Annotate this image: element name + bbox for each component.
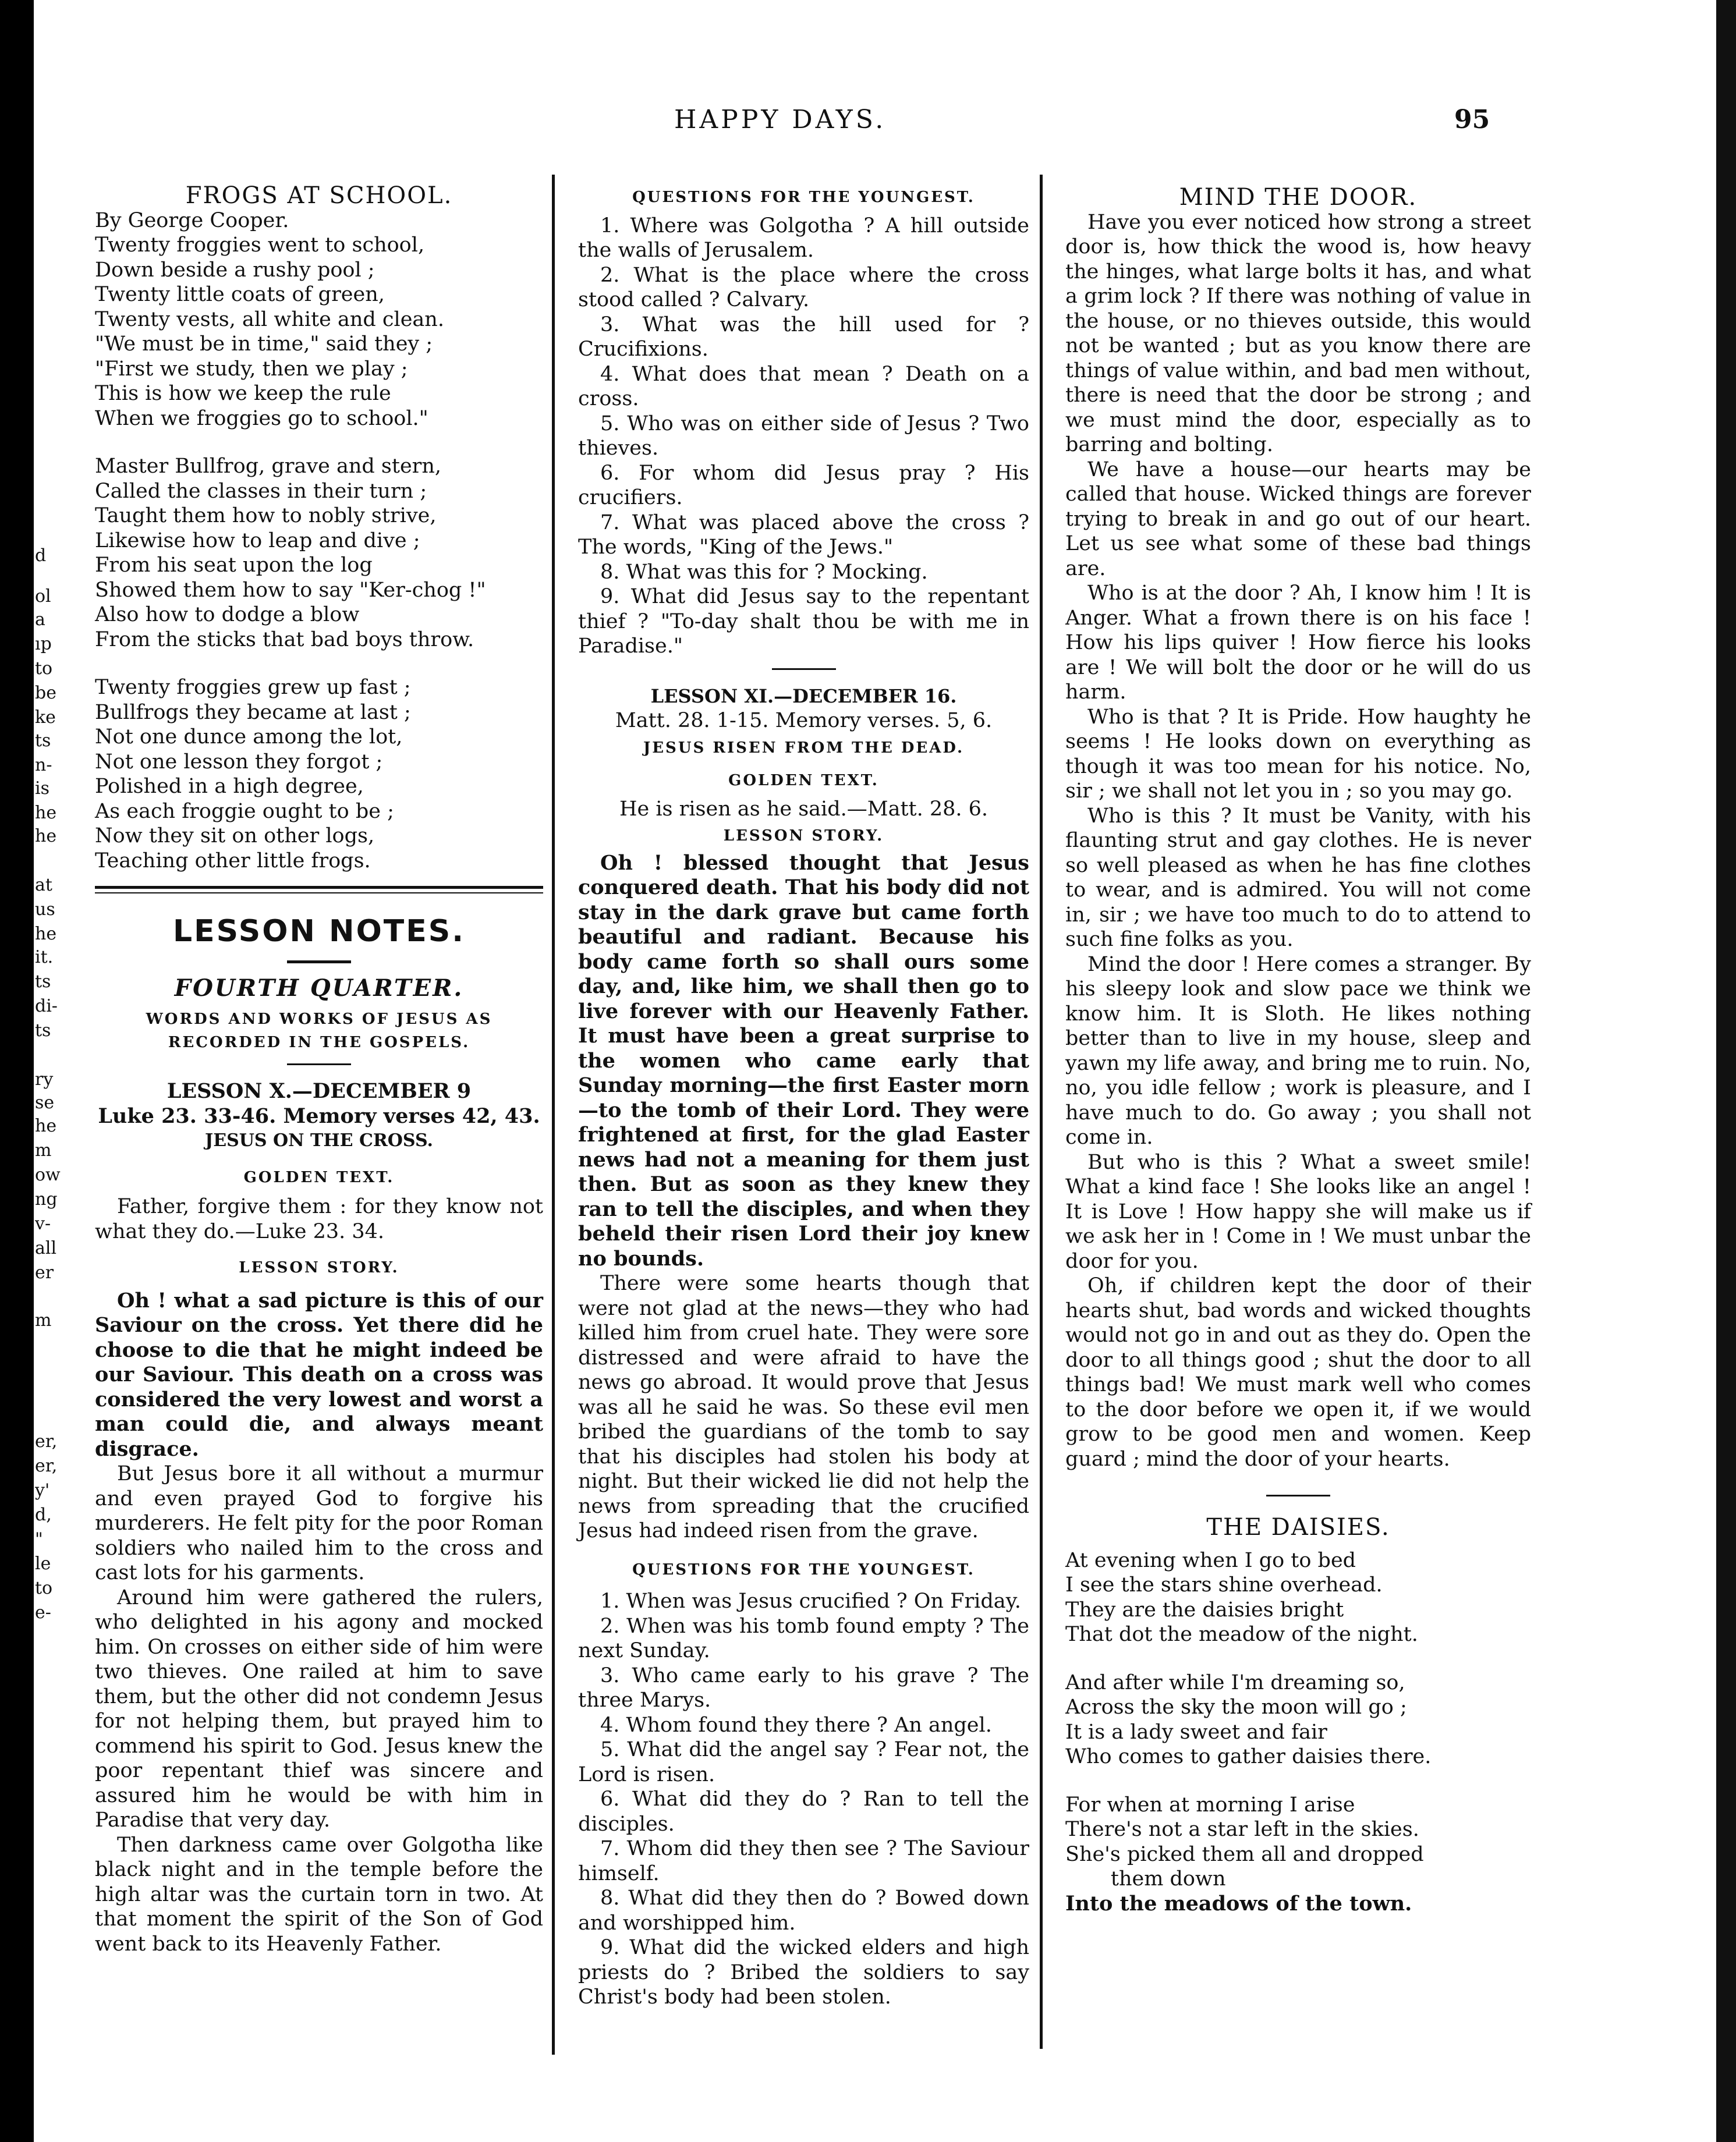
question-item: 5. Who was on either side of Jesus ? Two thieves. [578,412,1029,460]
question-item: 6. What did they do ? Ran to tell the disciples. [578,1788,1029,1836]
questions-list-1 [578,214,1029,659]
questions-label: QUESTIONS FOR THE YOUNGEST. [632,189,975,206]
question-item: 7. What was placed above the cross ? The words, "King of the Jews." [578,510,1029,559]
poem-author: By George Cooper. [95,208,289,232]
margin-fragment: he [35,1116,57,1136]
margin-fragment: ts [35,971,51,992]
margin-fragment: se [35,1093,55,1113]
daisies-stanza-3: For when at morning I arise There's not a star left in the skies. She's picked them all and dropped them down [1065,1793,1424,1891]
question-item: 8. What was this for ? Mocking. [600,560,928,584]
daisies-last-line: Into the meadows of the town. [1065,1891,1412,1916]
margin-fragment: v- [35,1214,51,1234]
margin-fragment: ng [35,1189,58,1210]
golden-text: Father, forgive them : for they know not what they do.—Luke 23. 34. [95,1195,543,1243]
dash-divider [1266,1495,1330,1496]
margin-fragment: ol [35,586,51,607]
margin-fragment: n- [35,755,52,775]
margin-fragment: is [35,778,49,799]
quarter-heading: FOURTH QUARTER. [174,974,464,1002]
margin-fragment: le [35,1554,51,1574]
margin-fragment: to [35,658,53,679]
left-margin-fragments [34,0,63,2142]
dash-divider [287,960,351,963]
column-rule-1 [552,175,555,2055]
margin-fragment: di- [35,996,58,1016]
poem-stanza-2: Master Bullfrog, grave and stern, Called the classes in their turn ; Taught them how to nobly strive, Likewise how to leap and dive ; From his seat upon the log Showed them how to say "Ker-chog !" Also how to dodge a blow From the sticks that bad boys throw. [95,455,486,651]
question-item: 9. What did the wicked elders and high priests do ? Bribed the soldiers to say Christ's body had been stolen. [578,1936,1029,2009]
article-paragraph: Who is that ? It is Pride. How haughty he seems ! He looks down on everything as though it was too mean for his notice. No, sir ; we shall not let you in ; so you may go. [1065,705,1531,803]
golden-text-label: GOLDEN TEXT. [243,1168,395,1186]
column-rule-2 [1040,175,1043,2049]
margin-fragment: ıp [35,634,52,654]
article-paragraph: Oh, if children kept the door of their hearts shut, bad words and wicked thoughts would not go in and out as they do. Open the door to all things good ; shut the door to all things bad! We must mark well who comes to the door before we open it, if we would grow to be good men and women. Keep guard ; mind the door of your hearts. [1065,1274,1531,1471]
column-3 [1065,185,1531,1916]
margin-fragment: m [35,1310,52,1331]
margin-fragment: ts [35,1020,51,1041]
story-paragraph: Around him were gathered the rulers, who delighted in his agony and mocked him. On crosses on either side of him were two thieves. One railed at him to save them, but the other did not condemn Jesus for not helping them, but prayed him to commend his spirit to God. Jesus knew the poor repentant thief was sincere and assured him he would be with him in Paradise that very day. [95,1586,543,1832]
question-item: 1. Where was Golgotha ? A hill outside the walls of Jerusalem. [578,214,1029,262]
questions-label: QUESTIONS FOR THE YOUNGEST. [632,1561,975,1579]
margin-fragment: he [35,924,57,944]
margin-fragment: ry [35,1069,54,1090]
margin-fragment: " [35,1529,43,1549]
question-item: 6. For whom did Jesus pray ? His crucifiers. [578,461,1029,509]
golden-text-label: GOLDEN TEXT. [728,772,879,789]
margin-fragment: he [35,803,57,823]
question-item: 8. What did they then do ? Bowed down and worshipped him. [578,1886,1029,1935]
daisies-stanza-2: And after while I'm dreaming so, Across the sky the moon will go ; It is a lady sweet and fair Who comes to gather daisies there. [1065,1671,1432,1768]
poem-stanza-1: Twenty froggies went to school, Down beside a rushy pool ; Twenty little coats of green, Twenty vests, all white and clean. "We must be in time," said they ; "First we study, then we play ; This is how we keep the rule When we froggies go to school." [95,233,444,430]
question-item: 1. When was Jesus crucified ? On Friday. [600,1590,1021,1613]
dash-divider [772,668,836,670]
daisies-stanza-1: At evening when I go to bed I see the stars shine overhead. They are the daisies bright That dot the meadow of the night. [1065,1548,1418,1646]
scripture-reference: Matt. 28. 1-15. Memory verses. 5, 6. [615,709,993,732]
margin-fragment: er, [35,1431,58,1452]
margin-fragment: all [35,1238,57,1258]
scripture-reference: Luke 23. 33-46. Memory verses 42, 43. [98,1104,540,1128]
story-paragraph: But Jesus bore it all without a murmur and even prayed God to forgive his murderers. He felt pity for the poor Roman soldiers who nailed him to the cross and cast lots for his garments. [95,1462,543,1584]
margin-fragment: d [35,545,47,566]
question-item: 3. Who came early to his grave ? The three Marys. [578,1664,1029,1712]
question-item: 2. What is the place where the cross stood called ? Calvary. [578,263,1029,311]
section-divider [95,886,543,893]
margin-fragment: ts [35,730,51,751]
margin-fragment: e- [35,1602,51,1623]
poem-title-frogs: FROGS AT SCHOOL. [185,182,453,209]
margin-fragment: us [35,899,55,920]
story-paragraph: Oh ! blessed thought that Jesus conquered death. That his body did not stay in the dark grave but came forth beautiful and radiant. Because his body came forth so shall ours some day, and, like him, we shall then go to live forever with our Heavenly Father. It must have been a great surprise to the women who came early that Sunday morning—the first Easter morn—to the tomb of their Lord. They were frightened at first, for the glad Easter news had not a meaning for them just then. But as soon as they knew they ran to tell the disciples, and when they beheld their risen Lord their joy knew no bounds. [578,850,1029,1271]
questions-list-2 [578,1589,1029,2010]
question-item: 9. What did Jesus say to the repentant thief ? "To-day shalt thou be with me in Paradise." [578,585,1029,658]
article-paragraph: Have you ever noticed how strong a street door is, how thick the wood is, how heavy the hinges, what large bolts it has, and what a grim lock ? If there was nothing of value in the house, or no thieves outside, this would not be wanted ; but as you know there are things of value within, and bad men without, there is need that the door be strong ; and we must mind the door, especially as to barring and bolting. [1065,210,1531,456]
lesson-notes-title: LESSON NOTES. [173,914,465,949]
question-item: 5. What did the angel say ? Fear not, the Lord is risen. [578,1738,1029,1786]
question-item: 3. What was the hill used for ? Crucifixions. [578,313,1029,361]
margin-fragment: to [35,1578,53,1598]
story-paragraph: There were some hearts though that were not glad at the news—they who had killed him from cruel hate. They were sore distressed and were afraid to have the news go abroad. It would prove that Jesus was all he said he was. So these evil men bribed the guardians of the tomb to say that his disciples had stolen his body at night. But their wicked lie did not help the news from spreading that the crucified Jesus had indeed risen from the grave. [578,1272,1029,1542]
golden-text: He is risen as he said.—Matt. 28. 6. [619,797,989,821]
publication-title: HAPPY DAYS. [674,105,887,134]
lesson-topic: JESUS RISEN FROM THE DEAD. [643,739,965,757]
margin-fragment: at [35,875,52,895]
article-paragraph: Who is at the door ? Ah, I know him ! It is Anger. What a frown there is on his face ! How his lips quiver ! How fierce his looks are ! We will bolt the door or he will do us harm. [1065,581,1531,704]
lesson-topic: JESUS ON THE CROSS. [205,1130,433,1151]
article-paragraph: Mind the door ! Here comes a stranger. By his sleepy look and slow pace we think we know him. It is Sloth. He likes nothing better than to live in my house, sleep and yawn my life away, and bring me to ruin. No, no, you idle fellow ; work is pleasure, and I have much to do. Go away ; you shall not come in. [1065,952,1531,1149]
margin-fragment: y' [35,1480,50,1501]
page-header [34,105,1716,140]
margin-fragment: it. [35,947,54,967]
margin-fragment: er [35,1262,54,1283]
story-paragraph: Then darkness came over Golgotha like black night and in the temple before the high altar was the curtain torn in two. At that moment the spirit of the Son of God went back to its Heavenly Father. [95,1833,543,1956]
margin-fragment: ow [35,1165,61,1185]
question-item: 4. What does that mean ? Death on a cross. [578,362,1029,410]
lesson-story-label: LESSON STORY. [723,827,884,845]
article-paragraph: Who is this ? It must be Vanity, with his flaunting strut and gay clothes. He is never so well pleased as when he has fine clothes to wear, and is admired. You will not come in, sir ; we have too much to do to attend to such fine folks as you. [1065,804,1531,951]
lesson-heading: LESSON X.—DECEMBER 9 [166,1079,472,1103]
column-2 [578,185,1029,2010]
question-item: 4. Whom found they there ? An angel. [600,1713,992,1737]
poem-stanza-3: Twenty froggies grew up fast ; Bullfrogs they became at last ; Not one dunce among the lot, Not one lesson they forgot ; Polished in a high degree, As each froggie ought to be ; Now they sit on other logs, Teaching other little frogs. [95,676,411,873]
margin-fragment: er, [35,1456,58,1476]
margin-fragment: d, [35,1505,52,1525]
margin-fragment: ke [35,707,56,728]
page-edge-shadow [1716,0,1736,2142]
story-paragraph: Oh ! what a sad picture is this of our Saviour on the cross. Yet there did he choose to die that he might indeed be our Saviour. This death on a cross was considered the very lowest and worst a man could die, and always meant disgrace. [95,1288,543,1461]
lesson-heading: LESSON XI.—DECEMBER 16. [650,685,957,707]
article-body-door [1065,210,1531,1472]
question-item: 2. When was his tomb found empty ? The next Sunday. [578,1614,1029,1662]
margin-fragment: he [35,826,57,846]
margin-fragment: m [35,1140,52,1161]
lesson-notes-subtitle: WORDS AND WORKS OF JESUS AS RECORDED IN THE GOSPELS. [146,1010,493,1051]
article-title-door: MIND THE DOOR. [1179,184,1418,211]
dash-divider [287,1063,351,1065]
article-paragraph: We have a house—our hearts may be called that house. Wicked things are forever trying to break in and go out of our heart. Let us see what some of these bad things are. [1065,458,1531,580]
question-item: 7. Whom did they then see ? The Saviour himself. [578,1837,1029,1885]
poem-title-daisies: THE DAISIES. [1206,1514,1390,1541]
column-1 [95,183,543,1956]
margin-fragment: a [35,609,45,630]
newspaper-page [34,0,1716,2142]
lesson-story-label: LESSON STORY. [239,1259,399,1276]
margin-fragment: be [35,683,56,703]
article-paragraph: But who is this ? What a sweet smile! What a kind face ! She looks like an angel ! It is Love ! How happy she will make us if we ask her in ! Come in ! We must unbar the door for you. [1065,1150,1531,1273]
page-number: 95 [1454,105,1490,134]
